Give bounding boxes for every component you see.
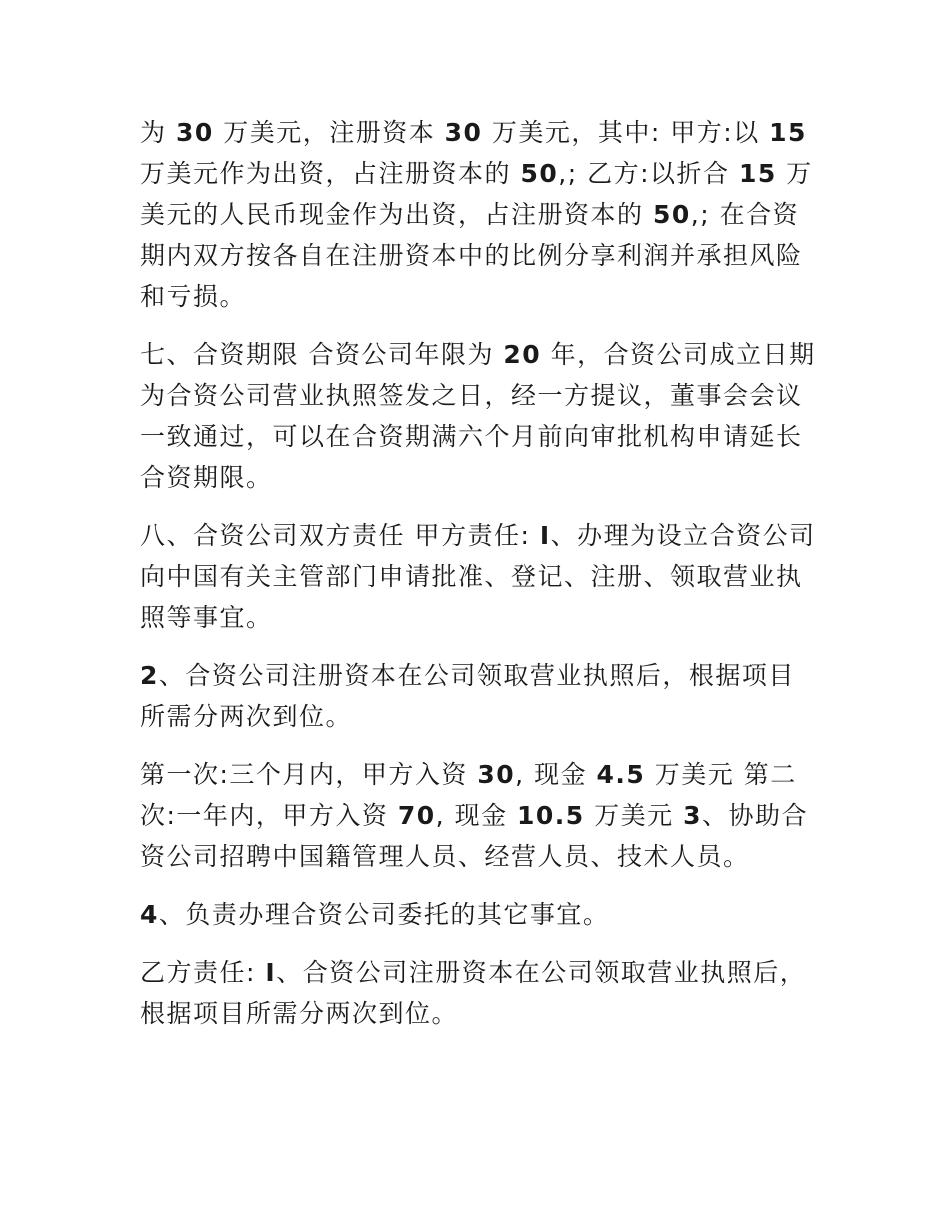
text-run: 、合资公司注册资本在公司领取营业执照后，根据项目所需分两次到位。: [140, 661, 795, 731]
bold-number: 50: [652, 200, 691, 229]
document-body: [140, 112, 820, 1051]
bold-number: I: [265, 958, 277, 987]
paragraph-capital-in-place: [140, 655, 820, 737]
paragraph-party-responsibilities: [140, 515, 820, 638]
text-run: 、办理为设立合资公司向中国有关主管部门申请批准、登记、注册、领取营业执照等事宜。: [140, 521, 816, 632]
text-run: 第一次:三个月内，甲方入资: [140, 760, 478, 789]
paragraph-party-b-responsibilities: [140, 952, 820, 1034]
text-run: 万美元，注册资本: [213, 118, 445, 147]
bold-number: 2: [140, 661, 159, 690]
bold-number: 4: [140, 900, 159, 929]
bold-number: 4.5: [596, 760, 646, 789]
bold-number: 30: [444, 118, 483, 147]
bold-number: 50: [520, 159, 559, 188]
bold-number: 30: [477, 760, 516, 789]
bold-number: 30: [175, 118, 214, 147]
paragraph-capital-installments: [140, 754, 820, 877]
text-run: ,; 在合资期内双方按各自在注册资本中的比例分享利润并承担风险和亏损。: [140, 200, 803, 311]
text-run: 、负责办理合资公司委托的其它事宜。: [158, 900, 610, 929]
bold-number: 20: [503, 340, 542, 369]
text-run: 、协助合资公司招聘中国籍管理人员、经营人员、技术人员。: [140, 801, 809, 871]
text-run: 、合资公司注册资本在公司领取营业执照后，根据项目所需分两次到位。: [140, 958, 807, 1028]
paragraph-capital-contribution: [140, 112, 820, 317]
text-run: , 现金: [435, 801, 518, 830]
bold-number: 10.5: [517, 801, 585, 830]
bold-number: 15: [738, 159, 777, 188]
text-run: 年，合资公司成立日期为合资公司营业执照签发之日，经一方提议，董事会会议一致通过，可以在合资期满六个月前向审批机构申请延长合资期限。: [140, 340, 816, 492]
text-run: 为: [140, 118, 176, 147]
text-run: 八、合资公司双方责任 甲方责任:: [140, 521, 540, 550]
text-run: 七、合资期限 合资公司年限为: [140, 340, 504, 369]
bold-number: 70: [397, 801, 436, 830]
text-run: 万美元的人民币现金作为出资，占注册资本的: [140, 159, 813, 229]
text-run: ,; 乙方:以折合: [558, 159, 739, 188]
text-run: 乙方责任:: [140, 958, 266, 987]
paragraph-joint-venture-term: [140, 334, 820, 498]
text-run: 万美元: [584, 801, 684, 830]
paragraph-entrusted-matters: [140, 894, 820, 935]
text-run: 万美元作为出资，占注册资本的: [140, 159, 521, 188]
bold-number: 15: [769, 118, 807, 147]
text-run: 万美元 第二次:一年内，甲方入资: [140, 760, 797, 830]
text-run: 万美元，其中: 甲方:以: [482, 118, 770, 147]
bold-number: I: [539, 521, 551, 550]
bold-number: 3: [683, 801, 703, 830]
text-run: , 现金: [515, 760, 597, 789]
